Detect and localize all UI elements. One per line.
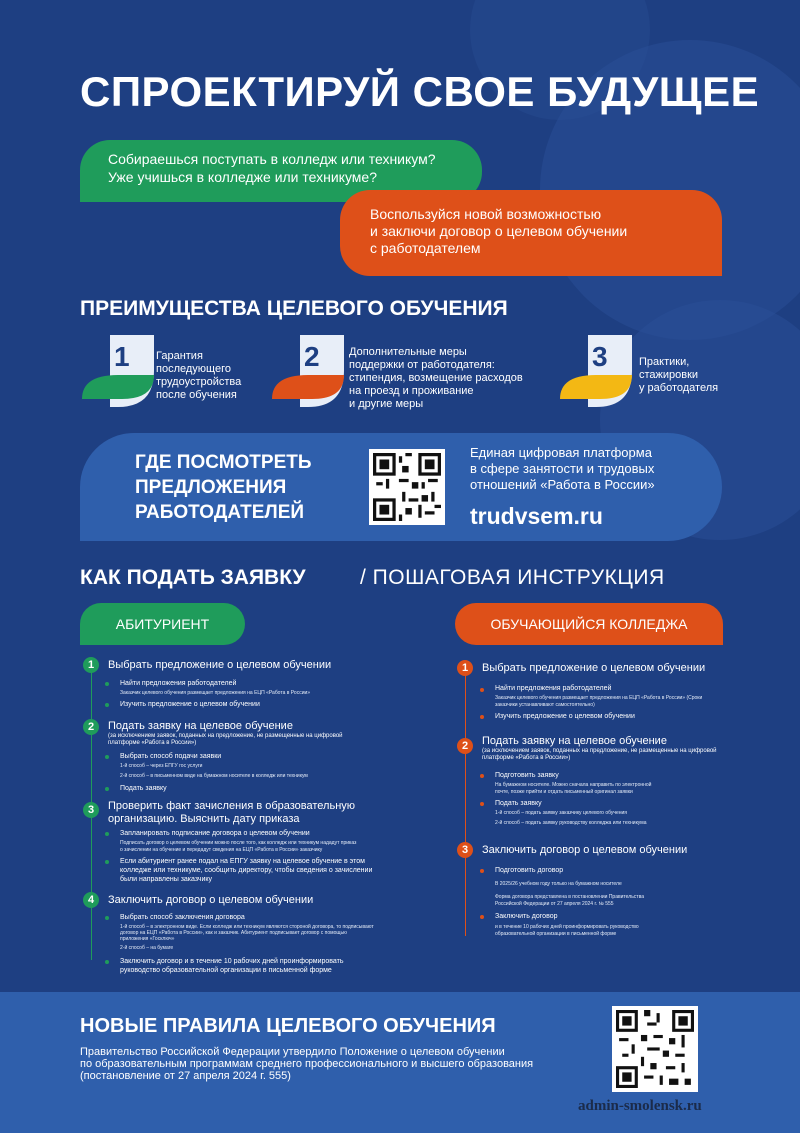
watermark: admin-smolensk.ru [578, 1098, 702, 1114]
advantage-text-2 [349, 346, 523, 411]
step-number: 2 [83, 719, 99, 735]
step-item: Найти предложения работодателей [495, 685, 612, 692]
platform-line: отношений «Работа в России» [470, 477, 655, 492]
step-note: В 2025/26 учебном году только на бумажном носителе [495, 881, 622, 887]
step-number: 2 [457, 738, 473, 754]
step-title: Подать заявку на целевое обучение [108, 720, 293, 732]
step-number: 1 [83, 657, 99, 673]
step-note: На бумажном носителе. Можно сначала направить по электронной [495, 782, 652, 788]
page-title: СПРОЕКТИРУЙ СВОЕ БУДУЩЕЕ [80, 68, 760, 115]
site-link[interactable]: trudvsem.ru [470, 503, 603, 529]
advantage-line: трудоустройства [156, 376, 242, 388]
step-title: Заключить договор о целевом обучении [482, 844, 688, 856]
advantage-badge-3 [560, 335, 632, 407]
advantage-line: у работодателя [639, 382, 719, 394]
advantage-number: 2 [304, 341, 320, 372]
how-heading: КАК ПОДАТЬ ЗАЯВКУ [80, 566, 306, 589]
question-line: Уже учишься в колледже или техникуме? [108, 169, 378, 185]
bullet-dot [105, 860, 109, 864]
step-item: Выбрать способ подачи заявки [120, 753, 222, 760]
question-line: Собираешься поступать в колледж или техникум? [108, 151, 436, 167]
step-note: 1-й способ – подать заявку заказчику целевого обучения [495, 810, 628, 816]
bullet-dot [105, 703, 109, 707]
step-item: Заключить договор и в течение 10 рабочих дней проинформировать [120, 958, 344, 965]
bullet-dot [480, 915, 484, 919]
step-item: Найти предложения работодателей [120, 680, 237, 687]
step-note: и в течение 10 рабочих дней проинформировать руководство [495, 924, 639, 930]
step-title: Проверить факт зачисления в образовательную [108, 800, 356, 812]
title-line: РАБОТОДАТЕЛЕЙ [135, 502, 305, 523]
bullet-dot [105, 916, 109, 920]
step-note: заказчики устанавливают самостоятельно) [495, 702, 595, 708]
platform-description [470, 445, 655, 493]
bullet-dot [480, 715, 484, 719]
student-label: ОБУЧАЮЩИЙСЯ КОЛЛЕДЖА [455, 603, 723, 645]
step-note: 2-й способ – в письменном виде на бумажном носителе в колледж или техникум [120, 773, 308, 779]
step-note: Подписать договор о целевом обучении можно после того, как колледж или техникум нададут приказ [120, 840, 357, 846]
step-note: Форма договора представлена в постановлении Правительства [495, 894, 644, 900]
advantage-line: после обучения [156, 389, 237, 401]
step-note: о зачислении на обучение и передадут сведения на ЕЦП «Работа в России» заказчику [120, 847, 323, 853]
title-line: ПРЕДЛОЖЕНИЯ [135, 477, 287, 498]
answer-line: и заключи договор о целевом обучении [370, 223, 628, 239]
bullet-dot [105, 787, 109, 791]
student-timeline [465, 666, 466, 936]
advantage-line: последующего [156, 363, 231, 375]
step-item: Запланировать подписание договора о целевом обучении [120, 830, 310, 837]
step-number: 3 [457, 842, 473, 858]
bullet-dot [105, 755, 109, 759]
answer-bubble [340, 190, 722, 276]
advantage-number: 3 [592, 341, 608, 372]
step-title: организацию. Выяснить дату приказа [108, 813, 300, 825]
bullet-dot [480, 802, 484, 806]
footer-line: (постановление от 27 апреля 2024 г. 555) [80, 1070, 291, 1082]
step-item: Изучить предложение о целевом обучении [120, 701, 260, 708]
advantage-line: и другие меры [349, 398, 424, 410]
advantage-line: Дополнительные меры [349, 346, 467, 358]
step-number: 4 [83, 892, 99, 908]
advantage-number: 1 [114, 341, 130, 372]
step-title: Выбрать предложение о целевом обучении [482, 662, 706, 674]
step-subtitle: (за исключением заявок, поданных на предложение, не размещенные на цифровой [482, 748, 717, 754]
step-note: Российской Федерации от 27 апреля 2024 г. № 555 [495, 901, 614, 907]
platform-line: Единая цифровая платформа [470, 445, 652, 460]
step-item: Выбрать способ заключения договора [120, 914, 245, 921]
advantage-text-3 [639, 356, 718, 395]
footer-line: по образовательным программам среднего профессионального и высшего образования [80, 1058, 534, 1070]
bullet-dot [480, 688, 484, 692]
platform-line: в сфере занятости и трудовых [470, 461, 655, 476]
step-subtitle: платформе «Работа в России») [482, 755, 571, 761]
step-item: руководство образовательной организации в письменной форме [120, 967, 332, 974]
step-item: Подготовить договор [495, 867, 564, 874]
advantages-heading: ПРЕИМУЩЕСТВА ЦЕЛЕВОГО ОБУЧЕНИЯ [80, 297, 508, 320]
step-note: Заказчик целевого обучения размещает предложения на ЕЦП «Работа в России» (Сроки [495, 695, 703, 701]
title-line: ГДЕ ПОСМОТРЕТЬ [135, 452, 312, 473]
footer-qr-code-icon[interactable] [612, 1006, 698, 1092]
step-item: Изучить предложение о целевом обучении [495, 713, 635, 720]
step-item: были направлены заказчику [120, 876, 213, 883]
advantage-badge-1 [82, 335, 154, 407]
advantage-text-1 [156, 350, 241, 402]
step-title: Подать заявку на целевое обучение [482, 735, 667, 747]
step-note: 1-й способ – через ЕПГУ гос услуги [120, 763, 203, 769]
bullet-dot [480, 869, 484, 873]
step-item: Подать заявку [120, 785, 167, 792]
bullet-dot [105, 832, 109, 836]
answer-line: с работодателем [370, 240, 481, 256]
advantage-line: стипендия, возмещение расходов [349, 372, 523, 384]
bullet-dot [105, 682, 109, 686]
step-item: Подать заявку [495, 800, 542, 807]
step-item: Если абитуриент ранее подал на ЕПГУ заявку на целевое обучение в этом [120, 858, 365, 865]
advantage-line: на проезд и проживание [349, 385, 474, 397]
advantage-badge-2 [272, 335, 344, 407]
footer-title: НОВЫЕ ПРАВИЛА ЦЕЛЕВОГО ОБУЧЕНИЯ [80, 1015, 496, 1037]
step-note: приложения «Госключ» [120, 936, 175, 942]
advantage-line: стажировки [639, 369, 699, 381]
step-title: Выбрать предложение о целевом обучении [108, 659, 332, 671]
step-subtitle: (за исключением заявок, поданных на предложение, не размещенные на цифровой [108, 733, 343, 739]
step-note: образовательной организации в письменной форме [495, 931, 617, 937]
answer-line: Воспользуйся новой возможностью [370, 206, 602, 222]
advantage-line: поддержки от работодателя: [349, 359, 495, 371]
how-subheading: / ПОШАГОВАЯ ИНСТРУКЦИЯ [360, 566, 665, 589]
step-item: Подготовить заявку [495, 772, 559, 779]
step-note: 1-й способ – в электронном виде. Если колледж или техникум являются стороной договора, то подписывают [120, 924, 374, 930]
step-note: 2-й способ – подать заявку руководству колледжа или техникума [495, 820, 647, 826]
applicant-label: АБИТУРИЕНТ [80, 603, 245, 645]
step-number: 1 [457, 660, 473, 676]
advantage-line: Практики, [639, 356, 690, 368]
footer-line: Правительство Российской Федерации утвердило Положение о целевом обучении [80, 1046, 505, 1058]
step-item: Заключить договор [495, 913, 558, 920]
step-note: 2-й способ – на бумаге [120, 945, 174, 951]
bullet-dot [105, 960, 109, 964]
advantage-line: Гарантия [156, 350, 203, 362]
step-note: почте, позже прийти и отдать письменный оригинал заявки [495, 789, 633, 795]
step-title: Заключить договор о целевом обучении [108, 894, 314, 906]
bullet-dot [480, 774, 484, 778]
step-number: 3 [83, 802, 99, 818]
employer-offers-title [135, 450, 312, 525]
step-subtitle: платформе «Работа в России») [108, 740, 197, 746]
footer-text [80, 1046, 600, 1082]
step-item: колледже или техникуме, сообщить директору, чтобы сведения о зачислении [120, 867, 373, 874]
step-note: договор на ЕЦП «Работа в России», как и заказчик. Абитуриент подписывает договор с помощью [120, 930, 347, 936]
step-note: Заказчик целевого обучения размещает предложения на ЕЦП «Работа в России» [120, 690, 311, 696]
qr-code-icon[interactable] [369, 449, 445, 525]
